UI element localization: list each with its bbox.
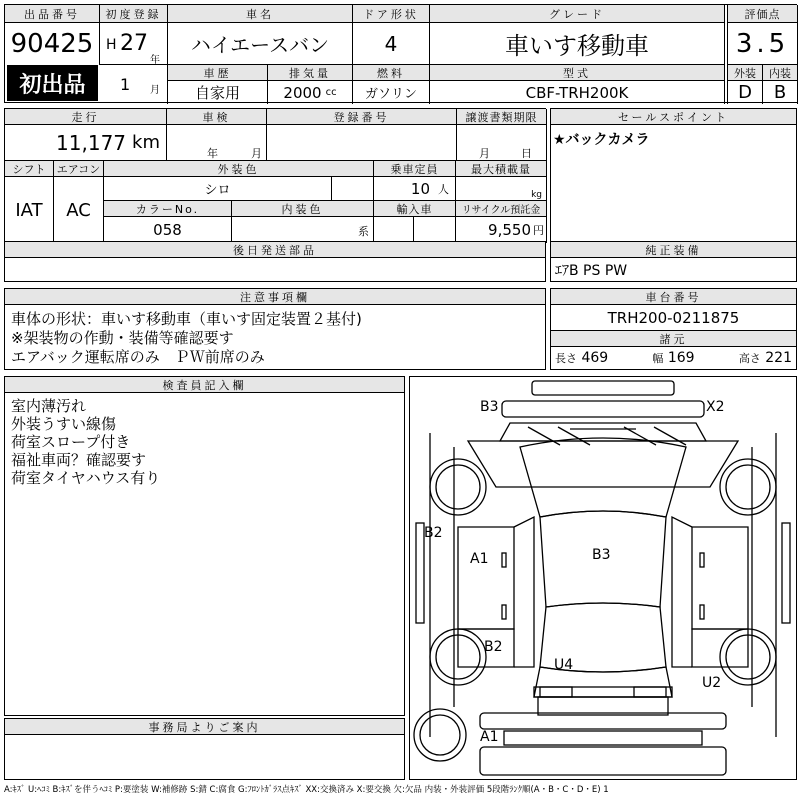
damage-x2-front: X2 (706, 399, 725, 415)
note-line-2: ※架装物の作動・装備等確認要す (11, 329, 234, 347)
score-label: 評価点 (727, 5, 798, 23)
length-label: 長さ (555, 352, 577, 365)
shift: IAT (5, 177, 54, 243)
recycle-unit: 円 (533, 224, 544, 237)
import-label: 輸入車 (374, 201, 456, 217)
color-no: 058 (104, 217, 232, 243)
inspection-month-unit: 月 (251, 147, 262, 160)
sales-points-text: ★バックカメラ (553, 132, 650, 148)
inspector-line-1: 室内薄汚れ (11, 397, 87, 415)
max-load-label: 最大積載量 (456, 161, 547, 177)
equipment-panel (550, 241, 797, 282)
transfer-day-unit: 日 (521, 147, 532, 160)
dimensions (551, 347, 796, 369)
capacity (374, 177, 456, 201)
inspector-line-4: 福祉車両？確認要す (11, 451, 147, 469)
door-type: 4 (353, 23, 430, 65)
notes-panel (4, 288, 546, 370)
transfer (457, 125, 547, 161)
inspector-line-2: 外装うすい線傷 (11, 415, 117, 433)
reg-no (267, 125, 457, 161)
import-cell-1 (374, 217, 414, 243)
width-value: 169 (667, 350, 695, 366)
mileage-value: 11,177 (56, 130, 127, 155)
recycle-label: リサイクル預託金 (456, 201, 547, 217)
max-load-unit: kg (531, 190, 542, 200)
displacement-value: 2000 (283, 83, 322, 102)
notes-label: 注意事項欄 (5, 289, 545, 305)
inspection (167, 125, 267, 161)
office-label: 事務局よりご案内 (5, 719, 404, 735)
chassis-panel (550, 288, 797, 370)
first-listing-badge: 初出品 (7, 65, 98, 101)
damage-b2-rear-left: B2 (484, 639, 503, 655)
mileage-label: 走行 (5, 109, 167, 125)
displacement (268, 81, 353, 104)
damage-b2-left: B2 (424, 525, 443, 541)
note-line-3: エアバック運転席のみ ＰＷ前席のみ (11, 348, 265, 366)
exterior-grade: D (727, 81, 763, 104)
model: CBF-TRH200K (430, 81, 725, 104)
color-no-label: カラーNo. (104, 201, 232, 217)
inspector-line-3: 荷室スロープ付き (11, 433, 131, 451)
first-reg-month (100, 65, 168, 104)
width-label: 幅 (652, 352, 664, 365)
reg-month-unit: 月 (150, 85, 160, 96)
equipment-text: ｴｱB PS PW (555, 263, 628, 279)
length-value: 469 (581, 350, 609, 366)
interior-color (232, 217, 374, 243)
era-letter: H (106, 37, 117, 53)
shipping-panel (4, 241, 546, 282)
inspection-year-unit: 年 (207, 147, 218, 160)
door-type-label: ドア形状 (353, 5, 430, 23)
displacement-label: 排気量 (268, 65, 353, 81)
interior-grade: B (763, 81, 798, 104)
vehicle-diagram-panel (409, 376, 797, 780)
capacity-unit: 人 (438, 182, 449, 196)
recycle-fee (456, 217, 547, 243)
interior-color-unit: 系 (358, 225, 369, 238)
vehicle-name-label: 車名 (168, 5, 353, 23)
damage-a1-bumper: A1 (480, 729, 499, 745)
lot-number-label: 出品番号 (5, 5, 100, 23)
office-panel (4, 718, 405, 780)
lot-number: 90425 (5, 23, 100, 65)
mileage-unit: km (132, 132, 160, 153)
transfer-label: 譲渡書類期限 (457, 109, 547, 125)
grade-label: グレード (430, 5, 725, 23)
reg-year-unit: 年 (150, 55, 160, 65)
max-load (456, 177, 547, 201)
header-panel (4, 4, 797, 103)
recycle-value: 9,550 (488, 221, 531, 239)
fuel: ガソリン (353, 81, 430, 104)
vehicle-name: ハイエースバン (168, 23, 353, 65)
color-label: 外装色 (104, 161, 374, 177)
first-reg-label: 初度登録 (100, 5, 168, 23)
shift-label: シフト (5, 161, 54, 177)
import-cell-2 (414, 217, 456, 243)
details-panel (4, 108, 546, 242)
sales-points-panel (550, 108, 797, 242)
damage-b3-front: B3 (480, 399, 499, 415)
exterior-label: 外装 (727, 65, 763, 81)
inspector-panel (4, 376, 405, 716)
transfer-month-unit: 月 (479, 147, 490, 160)
inspector-label: 検査員記入欄 (5, 377, 404, 393)
damage-u4-rear: U4 (554, 657, 574, 673)
mileage (5, 125, 167, 161)
capacity-label: 乗車定員 (374, 161, 456, 177)
damage-u2-rear-right: U2 (702, 675, 722, 691)
reg-year: 27 (120, 31, 148, 56)
height-value: 221 (765, 350, 792, 366)
dimensions-label: 諸元 (551, 331, 796, 347)
damage-b3-roof: B3 (592, 547, 611, 563)
score: 3.5 (727, 23, 798, 65)
displacement-unit: cc (325, 87, 337, 98)
interior-label: 内装 (763, 65, 798, 81)
history: 自家用 (168, 81, 268, 104)
note-line-1: 車体の形状：車いす移動車（車いす固定装置２基付) (11, 310, 362, 328)
inspector-line-5: 荷室タイヤハウス有り (11, 469, 161, 487)
chassis-label: 車台番号 (551, 289, 796, 305)
color: シロ (104, 177, 332, 201)
vehicle-diagram (410, 377, 796, 779)
damage-a1-side: A1 (470, 551, 489, 567)
legend-text: A:ｷｽﾞ U:ﾍｺﾐ B:ｷｽﾞを伴うﾍｺﾐ P:要塗装 W:補修跡 S:錆 C:腐食 G:ﾌﾛﾝﾄｶﾞﾗｽ点ｷｽﾞ XX:交換済み X:要交換 欠:欠品 内装・外装評価 5段階ﾗﾝｸ順(A・B・C・D・E) 1 (4, 785, 609, 795)
sales-points-label: セールスポイント (551, 109, 796, 125)
color-extra (332, 177, 374, 201)
history-label: 車歴 (168, 65, 268, 81)
reg-no-label: 登録番号 (267, 109, 457, 125)
reg-month: 1 (120, 75, 131, 94)
capacity-value: 10 (410, 179, 430, 198)
interior-color-label: 内装色 (232, 201, 374, 217)
first-reg-year (100, 23, 168, 65)
equipment-label: 純正装備 (551, 242, 796, 258)
model-label: 型式 (430, 65, 725, 81)
inspection-label: 車検 (167, 109, 267, 125)
shipping-label: 後日発送部品 (5, 242, 545, 258)
air-conditioner: AC (54, 177, 104, 243)
ac-label: エアコン (54, 161, 104, 177)
height-label: 高さ (738, 352, 761, 365)
grade: 車いす移動車 (430, 23, 725, 65)
chassis-number: TRH200-0211875 (551, 305, 796, 331)
fuel-label: 燃料 (353, 65, 430, 81)
